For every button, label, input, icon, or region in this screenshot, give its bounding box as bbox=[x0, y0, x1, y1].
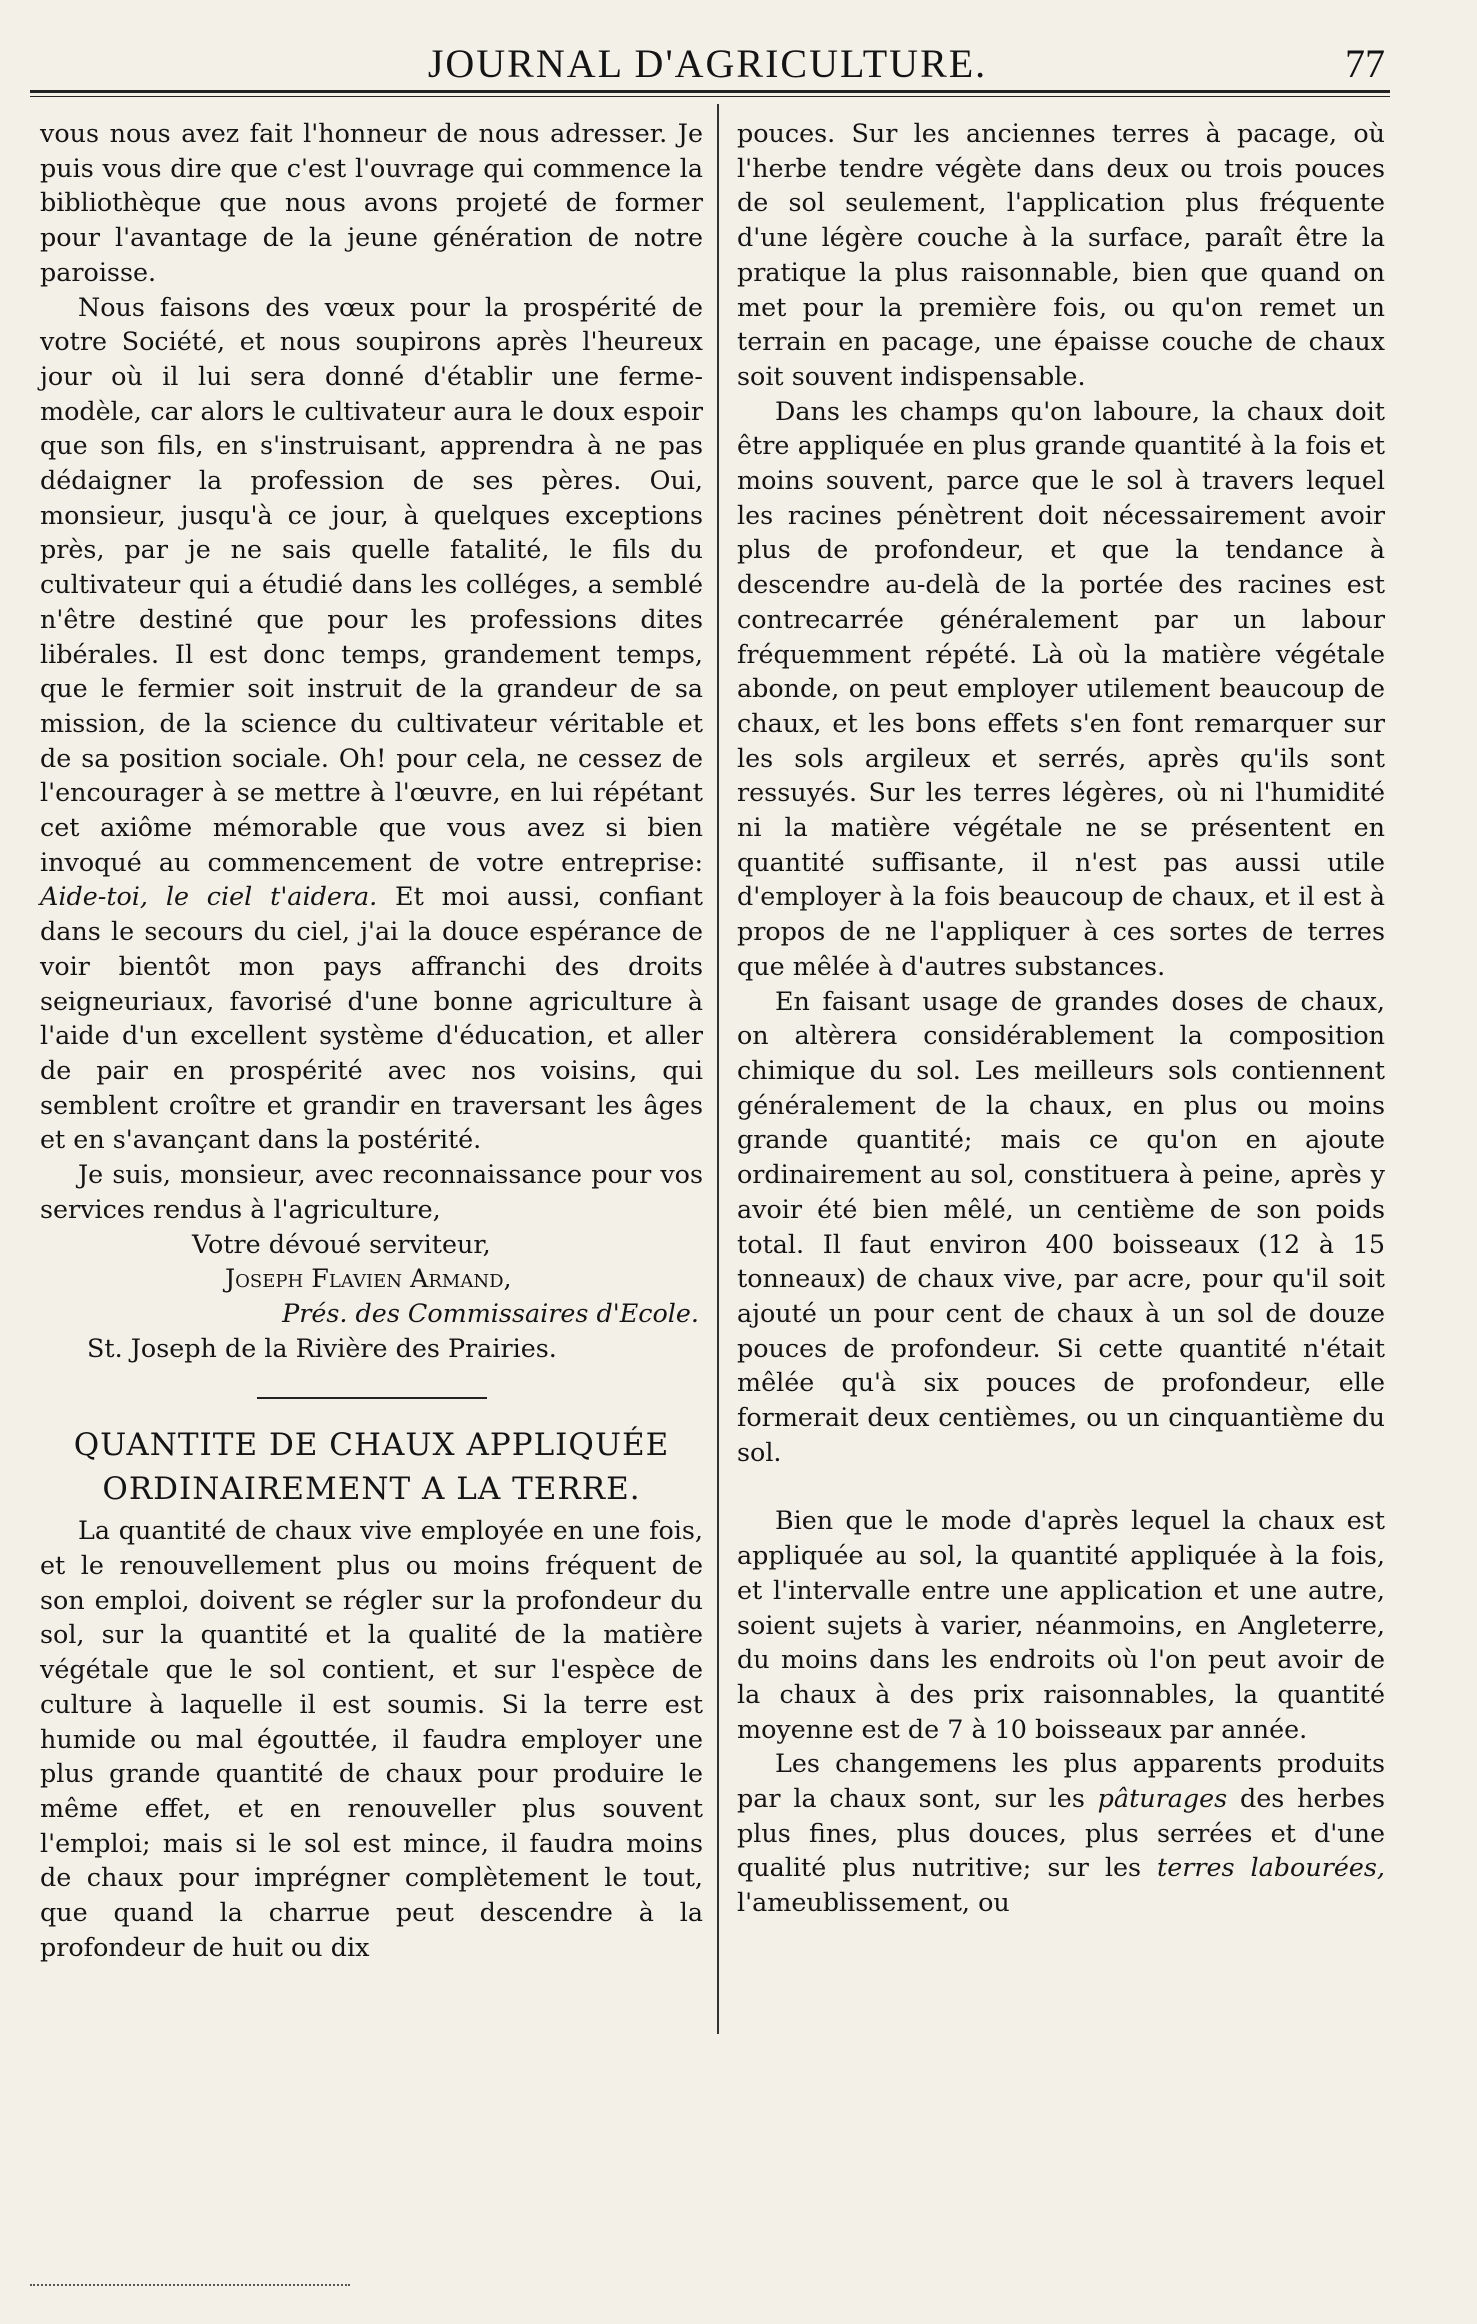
header-rule bbox=[30, 90, 1390, 93]
section-divider bbox=[257, 1397, 487, 1399]
column-divider bbox=[717, 104, 719, 2034]
article-text: l'ameublissement, ou bbox=[737, 1887, 1010, 1918]
header-rule-thin bbox=[30, 96, 1390, 97]
journal-title: JOURNAL D'AGRICULTURE. bbox=[427, 41, 988, 86]
left-column bbox=[40, 116, 703, 1964]
italic-term: terres labourées, bbox=[1157, 1852, 1385, 1883]
article-paragraph: La quantité de chaux vive employée en une fois, et le renouvellement plus ou moins fréquent de son emploi, doivent se régler sur la profondeur du sol, sur la quantité et la qualité de la matière végétale que le sol contient, et sur l'espèce de culture à laquelle il est soumis. Si la terre est humide ou mal égouttée, il faudra employer une plus grande quantité de chaux pour produire le même effet, et en renouveller plus souvent l'emploi; mais si le sol est mince, il faudra moins de chaux pour imprégner complètement le tout, que quand la charrue peut descendre à la profondeur de huit ou dix bbox=[40, 1515, 703, 1962]
signature-block bbox=[40, 1227, 703, 1366]
signer-role: Prés. des Commissaires d'Ecole. bbox=[282, 1297, 699, 1328]
letter-paragraph: Je suis, monsieur, avec reconnaissance pour vos services rendus à l'agriculture, bbox=[40, 1159, 703, 1224]
italic-term: pâturages bbox=[1097, 1783, 1228, 1814]
section-title: ORDINAIREMENT A LA TERRE. bbox=[102, 1471, 641, 1508]
letter-paragraph bbox=[40, 290, 703, 1158]
article-text: des herbes plus fines, plus douces, plus serrées et d'une qualité plus nutritive; sur les bbox=[737, 1783, 1385, 1883]
letter-paragraph: vous nous avez fait l'honneur de nous adresser. Je puis vous dire que c'est l'ouvrage qui commence la bibliothèque que nous avons projeté de former pour l'avantage de la jeune génération de notre paroisse. bbox=[40, 118, 703, 287]
print-mark bbox=[30, 2284, 350, 2296]
article-paragraph bbox=[737, 1746, 1385, 1920]
article-paragraph: Bien que le mode d'après lequel la chaux est appliquée au sol, la quantité appliquée à la fois, et l'intervalle entre une application et une autre, soient sujets à varier, néanmoins, en Angleterre, du moins dans les endroits où l'on peut avoir de la chaux à des prix raisonnables, la quantité moyenne est de 7 à 10 boisseaux par année. bbox=[737, 1505, 1385, 1744]
signer-name: Joseph Flavien Armand, bbox=[225, 1263, 512, 1294]
page-number: 77 bbox=[1345, 41, 1385, 86]
closing: Votre dévoué serviteur, bbox=[192, 1228, 491, 1259]
signer-place: St. Joseph de la Rivière des Prairies. bbox=[87, 1332, 557, 1363]
page-header bbox=[30, 36, 1385, 86]
article-text: Les changemens les plus apparents produits par la chaux sont, sur les bbox=[737, 1748, 1385, 1814]
right-column bbox=[737, 116, 1385, 1920]
article-paragraph: Dans les champs qu'on laboure, la chaux doit être appliquée en plus grande quantité à la fois et moins souvent, parce que le sol à travers lequel les racines pénètrent doit nécessairement avoir plus de profondeur, et que la tendance à descendre au-delà de la portée des racines est contrecarrée généralement par un labour fréquemment répété. Là où la matière végétale abonde, on peut employer utilement beaucoup de chaux, et les bons effets s'en font remarquer sur les sols argileux et serrés, après qu'ils sont ressuyés. Sur les terres légères, où ni l'humidité ni la matière végétale ne se présentent en quantité suffisante, il n'est pas aussi utile d'employer à la fois beaucoup de chaux, et il est à propos de ne l'appliquer à ces sortes de terres que mêlée à d'autres substances. bbox=[737, 395, 1385, 981]
letter-text: Et moi aussi, confiant dans le secours du ciel, j'ai la douce espérance de voir bientôt mon pays affranchi des droits seigneuriaux, favorisé d'une bonne agriculture à l'aide d'un excellent système d'éducation, et aller de pair en prospérité avec nos voisins, qui semblent croître et grandir en traversant les âges et en s'avançant dans la postérité. bbox=[40, 881, 703, 1155]
letter-text: Nous faisons des vœux pour la prospérité de votre Société, et nous soupirons après l'heureux jour où il lui sera donné d'établir une ferme-modèle, car alors le cultivateur aura le doux espoir que son fils, en s'instruisant, apprendra à ne pas dédaigner la profession de ses pères. Oui, monsieur, jusqu'à ce jour, à quelques exceptions près, par je ne sais quelle fatalité, le fils du cultivateur qui a étudié dans les colléges, a semblé n'être destiné que pour les professions dites libérales. Il est donc temps, grandement temps, que le fermier soit instruit de la grandeur de sa mission, de la science du cultivateur véritable et de sa position sociale. Oh! pour cela, ne cessez de l'encourager à se mettre à l'œuvre, en lui répétant cet axiôme mémorable que vous avez si bien invoqué au commencement de votre entreprise: bbox=[40, 291, 703, 877]
section-title: QUANTITE DE CHAUX APPLIQUÉE bbox=[73, 1427, 670, 1464]
motto: Aide-toi, le ciel t'aidera. bbox=[40, 881, 378, 912]
article-paragraph: pouces. Sur les anciennes terres à pacage, où l'herbe tendre végète dans deux ou trois pouces de sol seulement, l'application plus fréquente d'une légère couche à la surface, paraît être la pratique la plus raisonnable, bien que quand on met pour la première fois, ou qu'on remet un terrain en pacage, une épaisse couche de chaux soit souvent indispensable. bbox=[737, 118, 1385, 391]
article-paragraph: En faisant usage de grandes doses de chaux, on altèrera considérablement la composition chimique du sol. Les meilleurs sols contiennent généralement de la chaux, en plus ou moins grande quantité; mais ce qu'on en ajoute ordinairement au sol, constituera à peine, après y avoir été bien mêlé, un centième de son poids total. Il faut environ 400 boisseaux (12 à 15 tonneaux) de chaux vive, par acre, pour qu'il soit ajouté un pour cent de chaux à un sol de douze pouces de profondeur. Si cette quantité n'était mêlée qu'à six pouces de profondeur, elle formerait deux centièmes, ou un cinquantième du sol. bbox=[737, 985, 1385, 1467]
